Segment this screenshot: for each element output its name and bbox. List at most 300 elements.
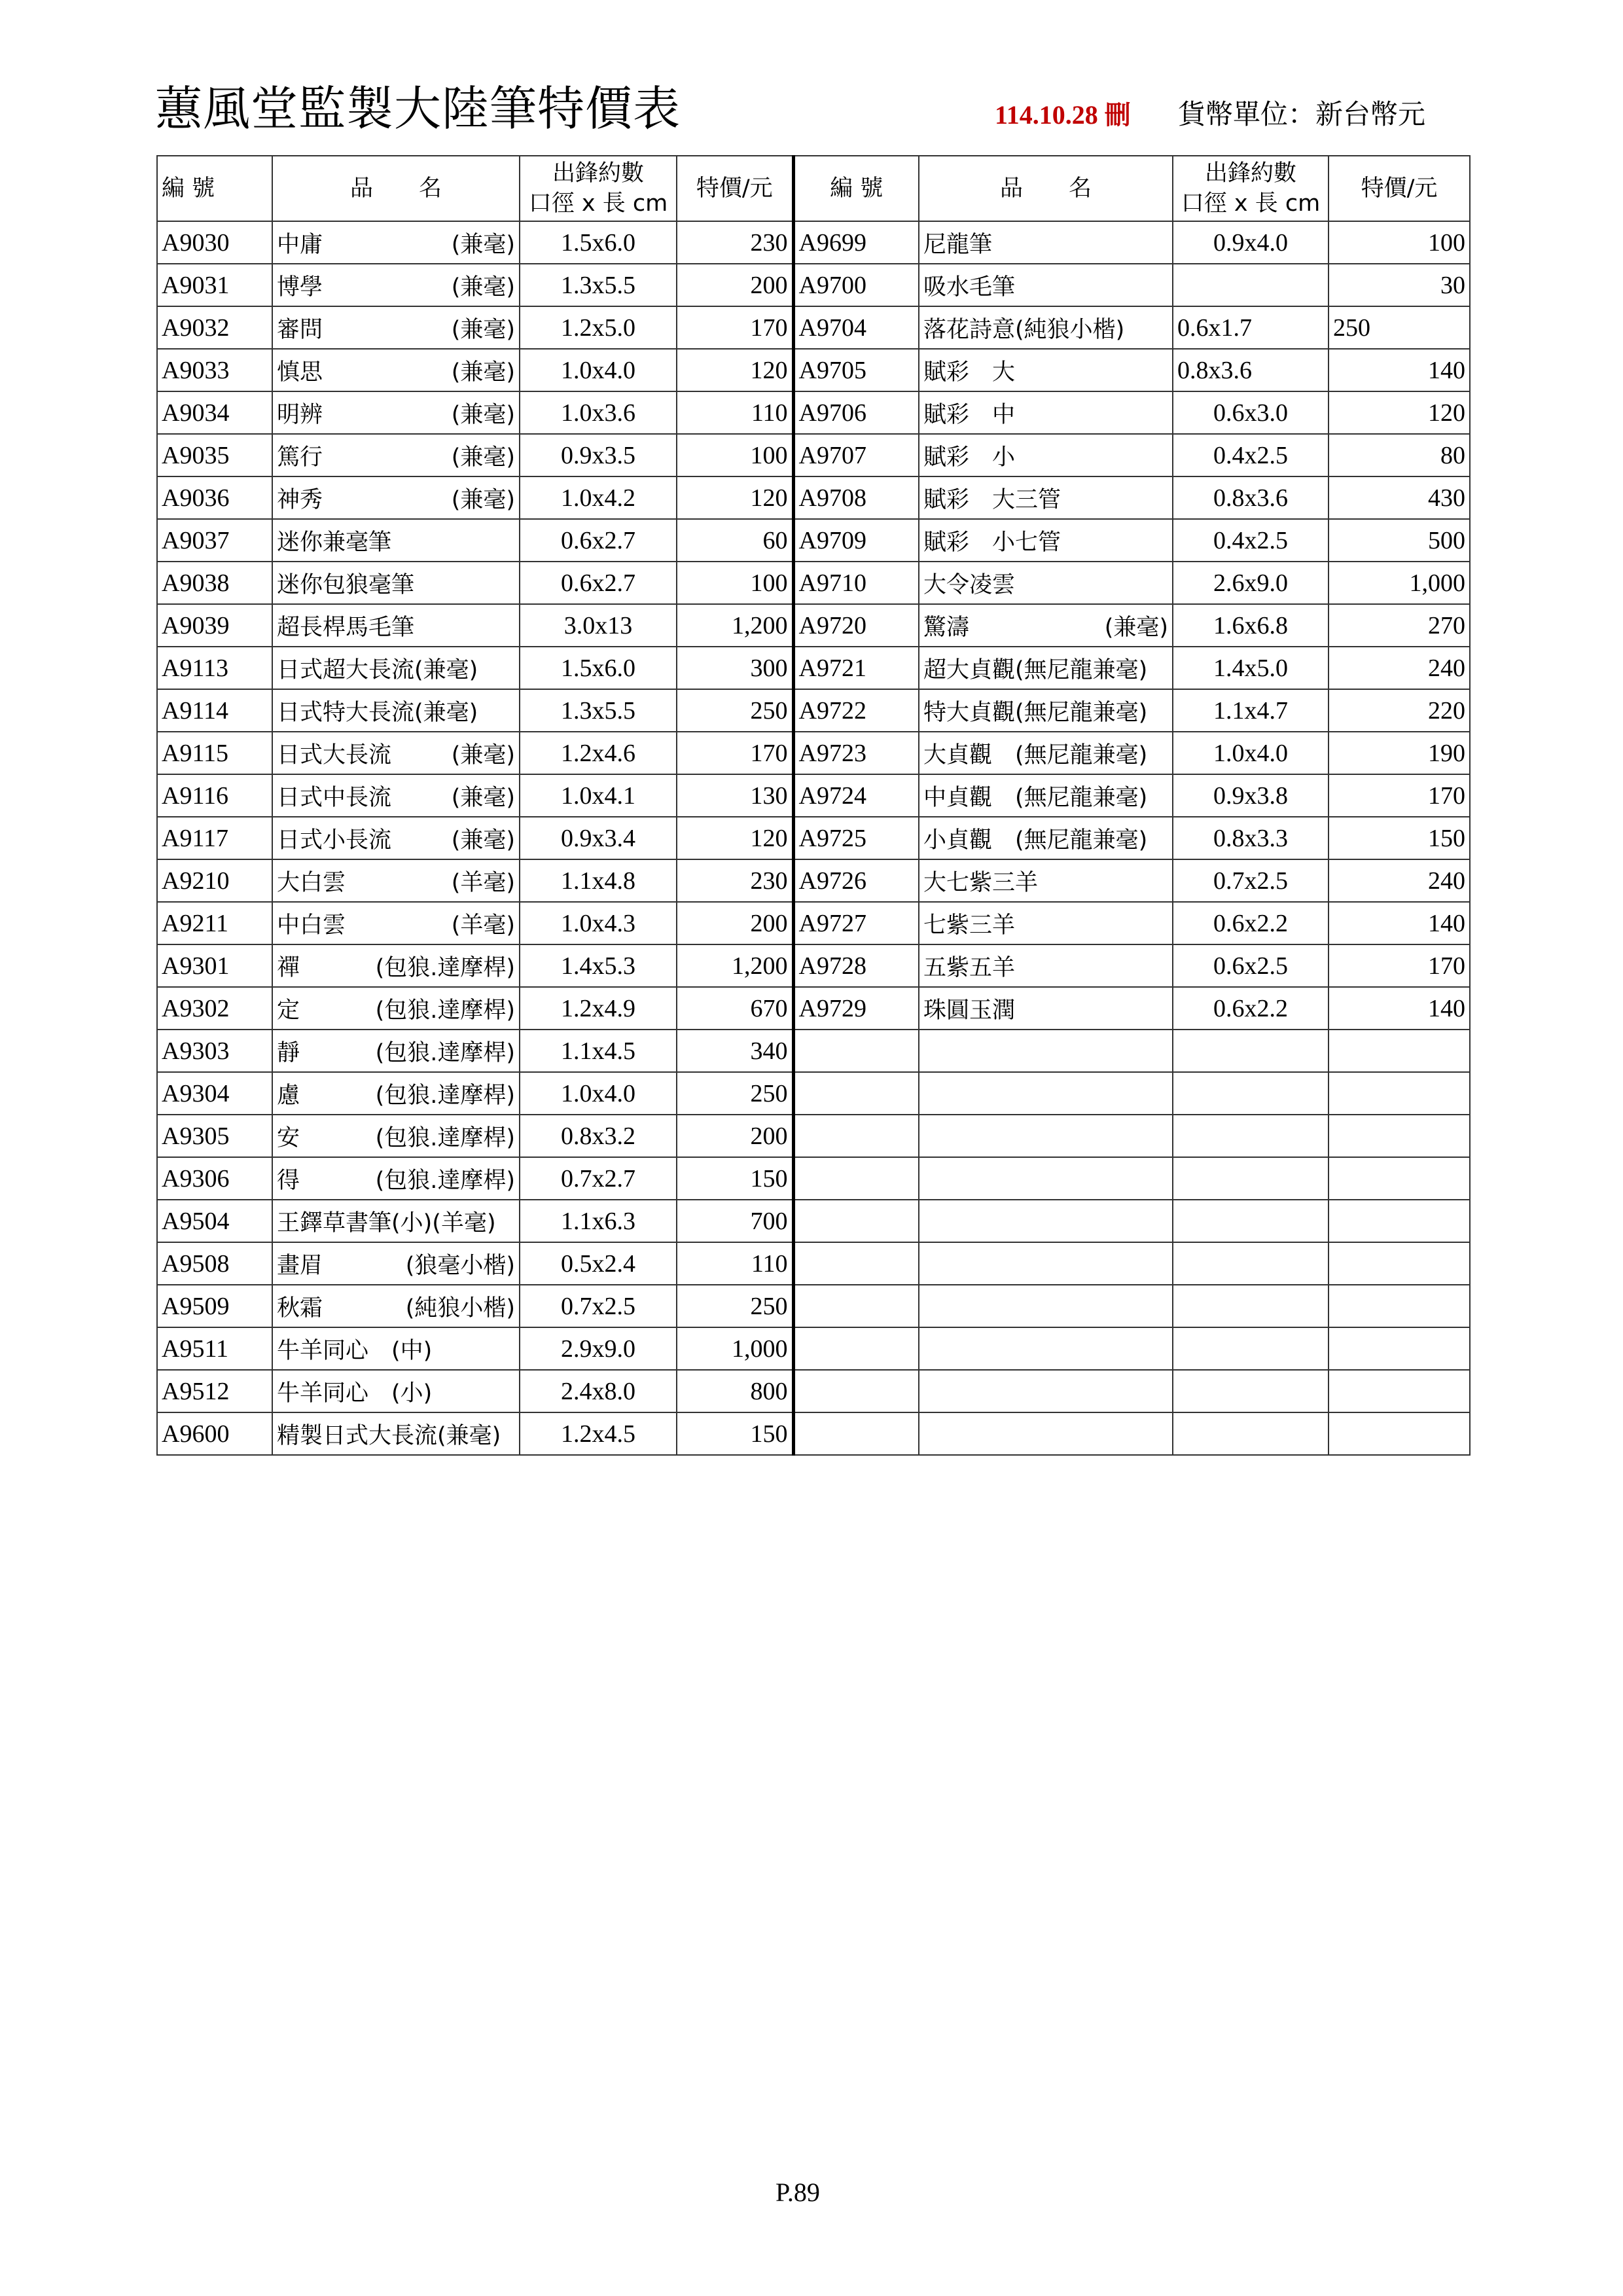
table-row [157,1200,1470,1242]
currency-unit: 貨幣單位：新台幣元 [1178,98,1426,130]
item-size: 3.0x13 [520,604,677,647]
item-name: 迷你包狼毫筆 [277,571,415,598]
item-name-cell [919,476,1173,519]
item-name: 定 [277,997,300,1024]
item-size: 1.1x4.5 [520,1030,677,1072]
empty-cell [1173,1200,1329,1242]
item-price: 100 [677,562,793,604]
item-name-cell [919,434,1173,476]
item-price: 240 [1329,859,1470,902]
item-size: 1.2x4.9 [520,987,677,1030]
item-code: A9720 [793,604,919,647]
item-name-wrap [923,822,1168,855]
item-size: 0.6x3.0 [1173,391,1329,434]
item-price: 140 [1329,987,1470,1030]
item-name-wrap [277,652,515,685]
item-size: 0.8x3.3 [1173,817,1329,859]
item-name-cell [272,1285,520,1327]
item-price: 120 [677,817,793,859]
item-price: 250 [677,689,793,732]
empty-cell [1173,1072,1329,1115]
item-price: 430 [1329,476,1470,519]
empty-cell [1173,1115,1329,1157]
item-code: A9306 [157,1157,272,1200]
empty-cell [793,1412,919,1455]
item-name-cell [919,647,1173,689]
item-price: 140 [1329,349,1470,391]
item-name-cell [919,306,1173,349]
table-row [157,987,1470,1030]
table-row [157,221,1470,264]
table-row [157,1412,1470,1455]
item-code: A9722 [793,689,919,732]
item-code: A9512 [157,1370,272,1412]
item-note: (包狼.達摩桿) [375,1039,515,1066]
empty-cell [919,1030,1173,1072]
item-name: 日式大長流 [277,742,392,768]
item-price: 120 [677,349,793,391]
item-price: 120 [1329,391,1470,434]
item-name: 驚濤 [923,614,970,641]
item-note: (兼毫) [451,486,515,513]
item-name-wrap [277,1375,515,1408]
empty-cell [919,1242,1173,1285]
table-row [157,519,1470,562]
item-name: 賦彩 大 [923,359,1016,386]
item-name-cell [272,944,520,987]
item-code: A9037 [157,519,272,562]
item-note: (兼毫) [1104,614,1168,641]
item-size: 2.4x8.0 [520,1370,677,1412]
item-name-cell [272,264,520,306]
item-note: (兼毫) [451,401,515,428]
item-name-cell [919,817,1173,859]
item-name-wrap [923,694,1168,727]
item-name-cell [919,774,1173,817]
item-code: A9600 [157,1412,272,1455]
item-code: A9726 [793,859,919,902]
item-price: 110 [677,391,793,434]
item-code: A9210 [157,859,272,902]
item-code: A9039 [157,604,272,647]
item-price: 200 [677,1115,793,1157]
item-name-wrap [277,694,515,727]
empty-cell [793,1157,919,1200]
item-size: 1.2x4.6 [520,732,677,774]
item-size: 0.7x2.5 [1173,859,1329,902]
item-name-cell [272,306,520,349]
table-body [157,221,1470,1455]
table-row [157,859,1470,902]
item-price: 670 [677,987,793,1030]
header-size-line2: 口徑 x 長 cm [528,190,668,217]
item-name-cell [272,1030,520,1072]
item-name-cell [919,987,1173,1030]
item-code: A9035 [157,434,272,476]
item-note: (兼毫) [451,316,515,343]
item-name: 日式特大長流(兼毫) [277,699,478,726]
item-name: 賦彩 大三管 [923,486,1061,513]
empty-cell [919,1327,1173,1370]
item-note: (純狼小楷) [405,1295,515,1321]
item-code: A9117 [157,817,272,859]
item-size: 1.3x5.5 [520,689,677,732]
item-price: 250 [677,1285,793,1327]
item-price: 800 [677,1370,793,1412]
item-name-wrap [923,397,1168,429]
item-name-wrap [277,737,515,770]
item-size: 1.5x6.0 [520,647,677,689]
item-name: 尼龍筆 [923,231,993,258]
item-size: 0.7x2.5 [520,1285,677,1327]
empty-cell [1173,1412,1329,1455]
item-note: (羊毫) [451,869,515,896]
item-price: 270 [1329,604,1470,647]
item-name-wrap [277,992,515,1025]
item-name: 七紫三羊 [923,912,1016,939]
item-code: A9032 [157,306,272,349]
item-name-wrap [277,1205,515,1238]
item-size [1173,264,1329,306]
item-size: 1.1x4.7 [1173,689,1329,732]
item-name-wrap [277,950,515,982]
item-name-wrap [923,907,1168,940]
item-name-cell [272,349,520,391]
empty-cell [793,1370,919,1412]
item-name-cell [919,519,1173,562]
item-price: 170 [1329,944,1470,987]
item-name-wrap [923,354,1168,387]
item-name-cell [272,1115,520,1157]
item-name-wrap [277,226,515,259]
item-price: 240 [1329,647,1470,689]
item-code: A9724 [793,774,919,817]
item-size: 1.0x4.0 [1173,732,1329,774]
item-name-wrap [277,567,515,600]
item-size: 1.1x4.8 [520,859,677,902]
item-name-cell [272,1327,520,1370]
header-size-right-line1: 出鋒約數 [1204,160,1296,187]
item-code: A9728 [793,944,919,987]
item-name: 安 [277,1124,300,1151]
item-name-wrap [923,269,1168,302]
item-code: A9113 [157,647,272,689]
item-name-cell [919,221,1173,264]
item-size: 0.9x4.0 [1173,221,1329,264]
item-code: A9033 [157,349,272,391]
item-code: A9708 [793,476,919,519]
item-name-wrap [923,524,1168,557]
item-name: 得 [277,1167,300,1194]
header-code: 編 號 [157,156,272,221]
table-row [157,1030,1470,1072]
item-name: 慎思 [277,359,323,386]
item-code: A9034 [157,391,272,434]
item-code: A9301 [157,944,272,987]
item-price: 230 [677,859,793,902]
item-name-cell [272,1200,520,1242]
empty-cell [919,1200,1173,1242]
item-name: 中庸 [277,231,323,258]
item-name: 小貞觀 (無尼龍兼毫) [923,827,1148,853]
item-note: (包狼.達摩桿) [375,1124,515,1151]
table-row [157,306,1470,349]
item-note: (兼毫) [451,827,515,853]
item-name: 大白雲 [277,869,346,896]
item-name-wrap [277,524,515,557]
item-name: 珠圓玉潤 [923,997,1016,1024]
table-row [157,732,1470,774]
item-name-cell [919,732,1173,774]
item-price: 340 [677,1030,793,1072]
item-name: 五紫五羊 [923,954,1016,981]
item-name: 精製日式大長流(兼毫) [277,1422,501,1449]
item-code: A9305 [157,1115,272,1157]
item-note: (包狼.達摩桿) [375,954,515,981]
item-name-wrap [277,312,515,344]
table-row [157,1072,1470,1115]
item-code: A9721 [793,647,919,689]
item-note: (兼毫) [451,359,515,386]
item-name: 超長桿馬毛筆 [277,614,415,641]
empty-cell [1173,1157,1329,1200]
item-name-cell [272,519,520,562]
empty-cell [919,1412,1173,1455]
item-name: 靜 [277,1039,300,1066]
item-name-cell [919,349,1173,391]
item-name: 禪 [277,954,300,981]
item-name: 明辨 [277,401,323,428]
item-name-cell [919,562,1173,604]
item-name-wrap [277,609,515,642]
item-name-wrap [923,865,1168,897]
item-name-cell [272,1370,520,1412]
item-size: 0.7x2.7 [520,1157,677,1200]
item-code: A9030 [157,221,272,264]
empty-cell [1329,1370,1470,1412]
item-name-wrap [277,1162,515,1195]
header-name-right: 品 名 [919,156,1173,221]
table-row [157,1242,1470,1285]
item-note: (包狼.達摩桿) [375,1167,515,1194]
item-price: 220 [1329,689,1470,732]
item-name-cell [272,562,520,604]
item-price: 200 [677,902,793,944]
item-note: (兼毫) [451,231,515,258]
page-number: P.89 [776,2178,820,2207]
item-name: 大令凌雲 [923,571,1016,598]
item-price: 60 [677,519,793,562]
header-size-line1: 出鋒約數 [552,160,644,187]
item-size: 0.5x2.4 [520,1242,677,1285]
item-code: A9511 [157,1327,272,1370]
item-name: 大貞觀 (無尼龍兼毫) [923,742,1148,768]
item-name-wrap [277,907,515,940]
item-name-wrap [923,609,1168,642]
header-name: 品 名 [272,156,520,221]
item-price: 150 [677,1412,793,1455]
item-name: 日式中長流 [277,784,392,811]
item-size: 1.0x4.3 [520,902,677,944]
item-name-cell [272,434,520,476]
item-code: A9304 [157,1072,272,1115]
item-size: 0.8x3.2 [520,1115,677,1157]
item-name-wrap [277,780,515,812]
table-row [157,1115,1470,1157]
item-price: 140 [1329,902,1470,944]
table-row [157,689,1470,732]
item-size: 0.6x1.7 [1173,306,1329,349]
item-price: 250 [677,1072,793,1115]
empty-cell [793,1115,919,1157]
item-code: A9704 [793,306,919,349]
item-name: 博學 [277,274,323,300]
item-name-wrap [277,354,515,387]
item-size: 2.9x9.0 [520,1327,677,1370]
item-note: (包狼.達摩桿) [375,997,515,1024]
item-name: 審問 [277,316,323,343]
item-price: 190 [1329,732,1470,774]
item-size: 1.1x6.3 [520,1200,677,1242]
empty-cell [793,1030,919,1072]
item-size: 0.6x2.5 [1173,944,1329,987]
item-code: A9504 [157,1200,272,1242]
table-row [157,391,1470,434]
revision-date: 114.10.28 刪 [995,100,1131,130]
item-name-cell [272,689,520,732]
item-code: A9699 [793,221,919,264]
item-name: 超大貞觀(無尼龍兼毫) [923,656,1148,683]
item-name: 落花詩意(純狼小楷) [923,316,1125,343]
item-name-wrap [923,950,1168,982]
item-code: A9303 [157,1030,272,1072]
item-name-cell [272,774,520,817]
item-price: 80 [1329,434,1470,476]
item-name-cell [919,604,1173,647]
empty-cell [1173,1285,1329,1327]
empty-cell [1329,1200,1470,1242]
item-size: 1.4x5.3 [520,944,677,987]
item-code: A9508 [157,1242,272,1285]
item-note: (兼毫) [451,274,515,300]
empty-cell [793,1285,919,1327]
table-row [157,264,1470,306]
item-name-cell [272,902,520,944]
empty-cell [1329,1242,1470,1285]
item-name: 篤行 [277,444,323,471]
item-price: 230 [677,221,793,264]
item-size: 1.0x4.0 [520,1072,677,1115]
item-note: (包狼.達摩桿) [375,1082,515,1109]
item-price: 700 [677,1200,793,1242]
table-row [157,1370,1470,1412]
empty-cell [1173,1370,1329,1412]
item-name: 中白雲 [277,912,346,939]
header-size-right-line2: 口徑 x 長 cm [1181,190,1321,217]
item-size: 0.8x3.6 [1173,349,1329,391]
empty-cell [919,1285,1173,1327]
item-name-cell [272,1072,520,1115]
table-row [157,562,1470,604]
item-price: 150 [1329,817,1470,859]
empty-cell [793,1200,919,1242]
item-name-cell [919,391,1173,434]
item-name: 日式超大長流(兼毫) [277,656,478,683]
item-size: 0.8x3.6 [1173,476,1329,519]
item-price: 1,200 [677,944,793,987]
item-size: 0.6x2.2 [1173,987,1329,1030]
item-size: 0.4x2.5 [1173,434,1329,476]
table-row [157,1327,1470,1370]
item-name-wrap [277,865,515,897]
item-price: 100 [1329,221,1470,264]
item-name-cell [272,604,520,647]
item-note: (兼毫) [451,784,515,811]
item-code: A9509 [157,1285,272,1327]
empty-cell [793,1242,919,1285]
header-code-right: 編 號 [793,156,919,221]
item-price: 300 [677,647,793,689]
item-code: A9723 [793,732,919,774]
item-note: (兼毫) [451,444,515,471]
item-code: A9038 [157,562,272,604]
empty-cell [793,1072,919,1115]
item-name: 慮 [277,1082,300,1109]
table-row [157,1157,1470,1200]
item-name-wrap [277,439,515,472]
item-size: 2.6x9.0 [1173,562,1329,604]
item-name-wrap [277,269,515,302]
item-name: 中貞觀 (無尼龍兼毫) [923,784,1148,811]
item-size: 1.2x5.0 [520,306,677,349]
item-name: 王鐸草書筆(小)(羊毫) [277,1210,496,1236]
item-name-cell [919,902,1173,944]
item-size: 1.3x5.5 [520,264,677,306]
empty-cell [1173,1327,1329,1370]
table-row [157,774,1470,817]
item-code: A9302 [157,987,272,1030]
item-code: A9725 [793,817,919,859]
item-name-cell [272,1242,520,1285]
item-name-wrap [277,1333,515,1365]
item-name-wrap [277,1077,515,1110]
item-name-cell [272,987,520,1030]
item-size: 0.9x3.5 [520,434,677,476]
item-code: A9211 [157,902,272,944]
item-code: A9036 [157,476,272,519]
item-name-wrap [277,397,515,429]
item-price: 250 [1329,306,1470,349]
item-size: 1.2x4.5 [520,1412,677,1455]
empty-cell [919,1115,1173,1157]
table-row [157,944,1470,987]
item-price: 130 [677,774,793,817]
item-price: 100 [677,434,793,476]
empty-cell [1329,1327,1470,1370]
item-code: A9031 [157,264,272,306]
table-row [157,817,1470,859]
item-name-wrap [923,482,1168,514]
item-name: 特大貞觀(無尼龍兼毫) [923,699,1148,726]
empty-cell [1329,1285,1470,1327]
item-code: A9114 [157,689,272,732]
item-name: 吸水毛筆 [923,274,1016,300]
item-price: 1,000 [1329,562,1470,604]
item-size: 0.6x2.2 [1173,902,1329,944]
item-name-cell [272,647,520,689]
item-name-wrap [923,226,1168,259]
item-size: 0.6x2.7 [520,562,677,604]
